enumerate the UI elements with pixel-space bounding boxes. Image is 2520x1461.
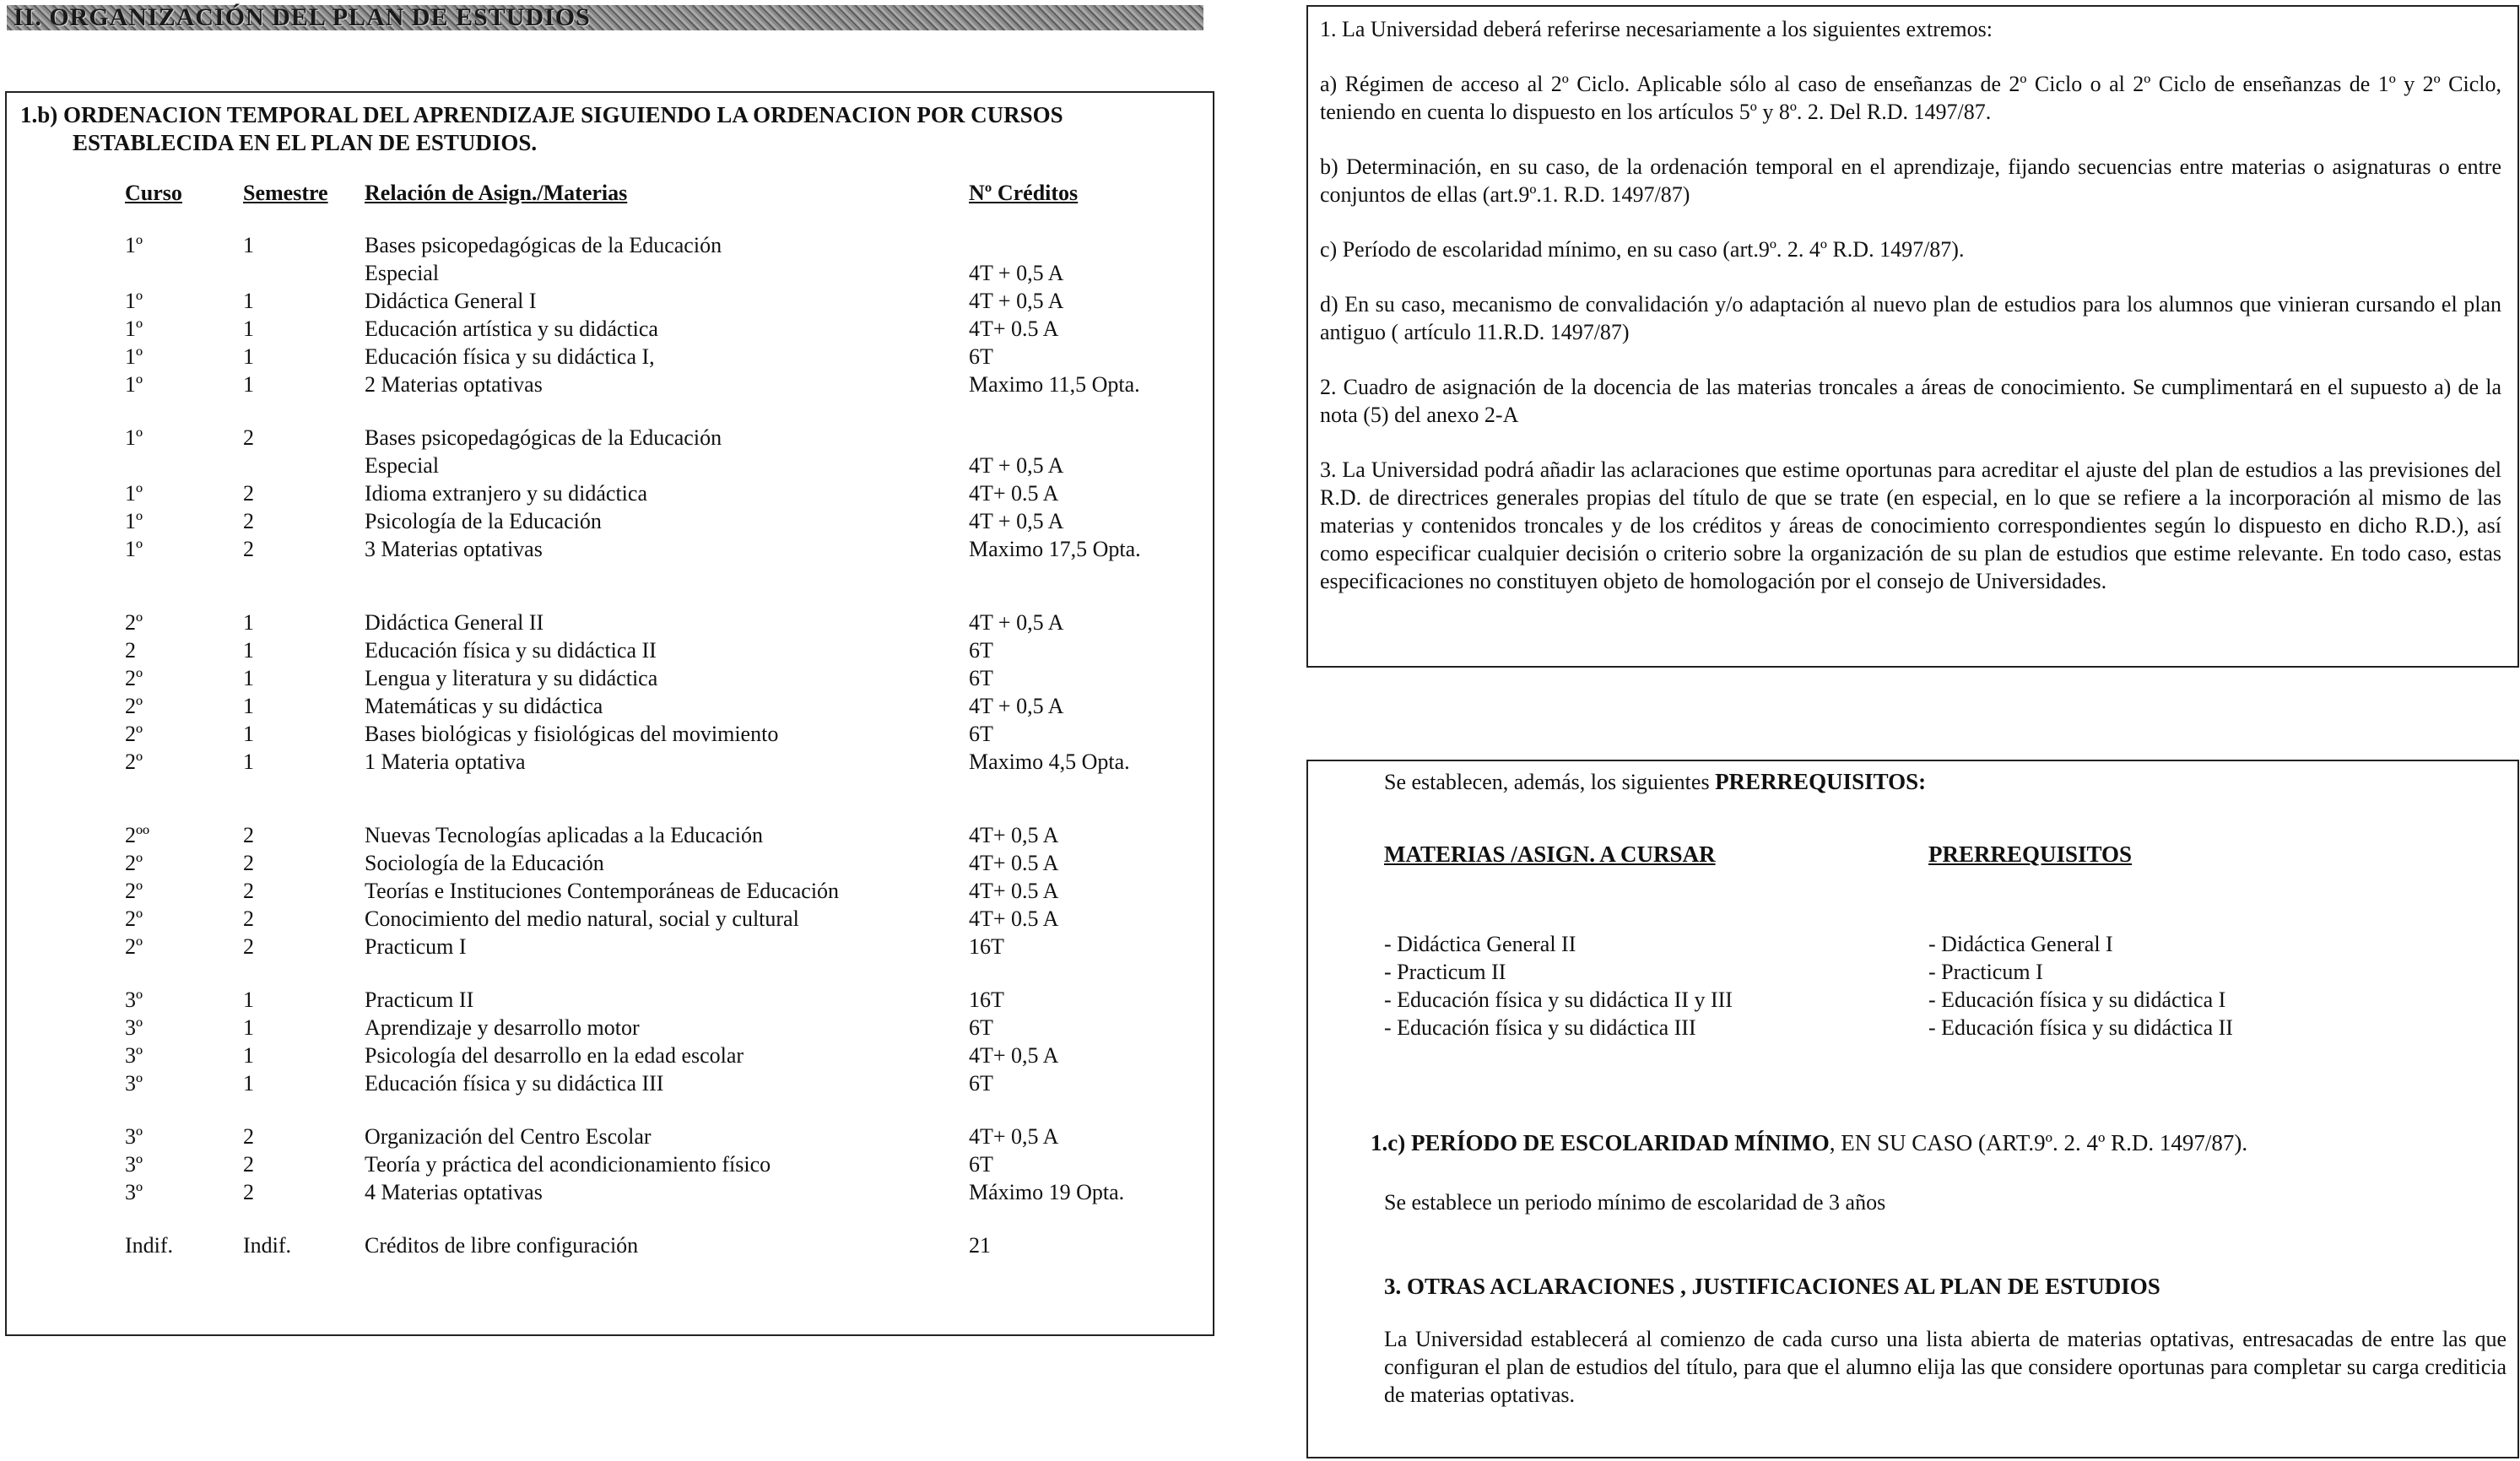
periodo-heading-rest: , EN SU CASO (ART.9º. 2. 4º R.D. 1497/87). [1829,1130,2248,1155]
cell-creditos: 6T [969,1071,993,1096]
cell-curso: 2º [125,934,143,959]
cell-creditos: 16T [969,988,1004,1012]
table-row [125,1123,1171,1150]
requisitos-p7: 3. La Universidad podrá añadir las aclaraciones que estime oportunas para acreditar el ajuste del plan de estudios a las previsiones del R.D. de directrices generales propias del título de que se trate (en especial, en lo que se refiere a la incorporación al mismo de las materias y contenidos troncales y de los créditos y áreas de conocimiento correspondientes según lo dispuesto en dicho R.D.), así como especificar cualquier decisión o criterio sobre la organización de su plan de estudios que estime relevante. En todo caso, estas especificaciones no constituyen objeto de homologación por el consejo de Universidades. [1320,457,2501,593]
table-row [125,849,1171,877]
cell-semestre: 2 [243,906,254,931]
list-item: - Practicum I [1928,960,2043,984]
cell-materia: Practicum I [365,934,467,959]
cell-materia: 4 Materias optativas [365,1180,543,1204]
cell-creditos: 4T + 0,5 A [969,509,1064,533]
cell-materia: Organización del Centro Escolar [365,1124,652,1149]
table-row [125,287,1171,315]
cell-creditos: 16T [969,934,1004,959]
table-row [125,609,1171,636]
cell-creditos: 4T+ 0.5 A [969,906,1059,931]
cell-creditos: 4T + 0,5 A [969,453,1064,478]
cell-materia: Psicología del desarrollo en la edad escolar [365,1043,744,1068]
table-row [125,636,1171,664]
row-spacer [125,398,1171,424]
cell-curso: 3º [125,1015,143,1040]
cell-creditos [969,231,1171,259]
cell-curso: 1º [125,344,143,369]
cell-semestre: 2 [243,1124,254,1149]
cell-curso: 3º [125,1071,143,1096]
materias-list [1384,930,1733,1042]
cell-materia: Idioma extranjero y su didáctica [365,481,647,506]
prerrequisitos-column-heading: PRERREQUISITOS [1928,841,2133,867]
table-row [125,424,1171,452]
cell-semestre: 2 [243,481,254,506]
cell-semestre: 2 [243,425,254,450]
prerrequisitos-intro-text: Se establecen, además, los siguientes [1384,770,1710,794]
cell-materia: 1 Materia optativa [365,749,526,774]
spacer-cell [125,563,1171,609]
table-row [125,343,1171,371]
requisitos-p6: 2. Cuadro de asignación de la docencia de las materias troncales a áreas de conocimiento. Se cumplimentará en el supuesto a) de la nota (5) del anexo 2-A [1320,375,2501,427]
courses-header-row [125,181,1171,231]
table-row [125,748,1171,776]
cell-materia: Bases biológicas y fisiológicas del movimiento [365,722,779,746]
table-row [125,231,1171,259]
cell-materia: Sociología de la Educación [365,851,604,875]
requisitos-p1: 1. La Universidad deberá referirse necesariamente a los siguientes extremos: [1320,17,1993,41]
cell-curso: 1º [125,289,143,313]
cell-curso: Indif. [125,1233,174,1258]
header-semestre: Semestre [243,181,328,205]
cell-semestre: 1 [243,749,254,774]
cell-creditos: 6T [969,638,993,663]
cell-materia: Bases psicopedagógicas de la Educación [365,233,722,257]
table-row [125,1178,1171,1206]
table-row [125,692,1171,720]
header-banner [7,5,1203,30]
cell-semestre: Indif. [243,1233,292,1258]
cell-semestre: 2 [243,537,254,561]
cell-materia: Psicología de la Educación [365,509,602,533]
table-row [125,1150,1171,1178]
cell-curso: 2º [125,610,143,635]
cell-creditos: 4T + 0,5 A [969,289,1064,313]
cell-creditos: 21 [969,1233,991,1258]
table-row [125,905,1171,933]
table-row [125,664,1171,692]
list-item: - Educación física y su didáctica II y III [1384,988,1733,1012]
cell-semestre: 2 [243,879,254,903]
cell-materia: Educación física y su didáctica I, [365,344,655,369]
cell-materia: Educación física y su didáctica II [365,638,657,663]
cell-creditos: 4T+ 0.5 A [969,317,1059,341]
cell-semestre: 1 [243,1015,254,1040]
cell-curso: 1º [125,372,143,397]
cell-semestre: 1 [243,638,254,663]
cell-materia: Didáctica General I [365,289,537,313]
cell-creditos: 6T [969,1015,993,1040]
cell-materia: Aprendizaje y desarrollo motor [365,1015,640,1040]
table-row [125,452,1171,479]
cell-semestre: 1 [243,610,254,635]
periodo-heading [1371,1129,2247,1157]
row-spacer [125,960,1171,986]
cell-curso: 3º [125,1180,143,1204]
requisitos-text [1320,15,2501,622]
cell-curso: 2ºº [125,823,150,847]
cell-creditos: 4T+ 0.5 A [969,481,1059,506]
cell-semestre [243,452,365,479]
otras-aclaraciones-text: La Universidad establecerá al comienzo de cada curso una lista abierta de materias optativas, entresacadas de entre las que configuran el plan de estudios del título, para que el alumno elija las que considere oportunas para completar su carga crediticia de materias optativas. [1384,1327,2506,1407]
list-item: - Didáctica General I [1928,932,2113,956]
cell-materia: 2 Materias optativas [365,372,543,397]
cell-semestre: 1 [243,372,254,397]
list-item: - Didáctica General II [1384,932,1576,956]
cell-semestre: 1 [243,317,254,341]
spacer-cell [125,776,1171,821]
cell-materia: Matemáticas y su didáctica [365,694,603,718]
cell-materia: Nuevas Tecnologías aplicadas a la Educación [365,823,764,847]
periodo-text: Se establece un periodo mínimo de escolaridad de 3 años [1384,1190,1886,1215]
spacer-cell [125,1097,1171,1123]
cell-materia: Conocimiento del medio natural, social y cultural [365,906,799,931]
cell-curso: 3º [125,1152,143,1177]
header-materias: Relación de Asign./Materias [365,181,628,205]
cell-semestre: 2 [243,1152,254,1177]
cell-curso: 3º [125,1043,143,1068]
table-row [125,535,1171,563]
cell-semestre: 1 [243,988,254,1012]
cell-materia: Educación física y su didáctica III [365,1071,664,1096]
table-row [125,1069,1171,1097]
page-title: II. ORGANIZACIÓN DEL PLAN DE ESTUDIOS [14,3,591,31]
cell-curso: 1º [125,481,143,506]
cell-materia: Teoría y práctica del acondicionamiento físico [365,1152,771,1177]
cell-semestre: 1 [243,722,254,746]
ordenacion-title-line1: 1.b) ORDENACION TEMPORAL DEL APRENDIZAJE SIGUIENDO LA ORDENACION POR CURSOS [20,102,1063,127]
cell-materia: Lengua y literatura y su didáctica [365,666,658,690]
table-row [125,821,1171,849]
cell-semestre: 1 [243,233,254,257]
materias-column-heading: MATERIAS /ASIGN. A CURSAR [1384,841,1716,867]
cell-curso: 2º [125,851,143,875]
cell-creditos: 4T+ 0,5 A [969,1124,1059,1149]
cell-semestre: 1 [243,694,254,718]
cell-curso [125,452,243,479]
table-row [125,371,1171,398]
cell-curso: 2º [125,879,143,903]
cell-materia: Especial [365,261,440,285]
ordenacion-title-line2: ESTABLECIDA EN EL PLAN DE ESTUDIOS. [73,130,538,155]
cell-creditos: 4T + 0,5 A [969,610,1064,635]
spacer-cell [125,398,1171,424]
prerrequisitos-intro [1384,768,1926,796]
table-row [125,315,1171,343]
cell-curso: 2º [125,749,143,774]
list-item: - Educación física y su didáctica III [1384,1015,1696,1040]
table-row [125,933,1171,960]
cell-curso [125,259,243,287]
cell-curso: 1º [125,317,143,341]
cell-materia: Especial [365,453,440,478]
cell-materia: Créditos de libre configuración [365,1233,639,1258]
cell-semestre: 1 [243,1043,254,1068]
otras-aclaraciones-heading: 3. OTRAS ACLARACIONES , JUSTIFICACIONES AL PLAN DE ESTUDIOS [1384,1274,2160,1299]
table-row [125,720,1171,748]
table-row [125,507,1171,535]
cell-creditos: 6T [969,666,993,690]
cell-materia: Practicum II [365,988,474,1012]
requisitos-p4: c) Período de escolaridad mínimo, en su caso (art.9º. 2. 4º R.D. 1497/87). [1320,237,1965,262]
table-row [125,479,1171,507]
cell-materia: 3 Materias optativas [365,537,543,561]
prerrequisitos-list [1928,930,2233,1042]
cell-creditos: 4T+ 0.5 A [969,851,1059,875]
cell-semestre: 1 [243,666,254,690]
header-creditos: Nº Créditos [969,181,1079,205]
cell-creditos: 6T [969,722,993,746]
cell-curso: 1º [125,537,143,561]
cell-semestre: 2 [243,509,254,533]
row-spacer [125,1206,1171,1231]
table-row [125,877,1171,905]
table-row [125,259,1171,287]
list-item: - Practicum II [1384,960,1506,984]
requisitos-p3: b) Determinación, en su caso, de la ordenación temporal en el aprendizaje, fijando secuencias entre materias o asignaturas o entre conjuntos de ellas (art.9º.1. R.D. 1497/87) [1320,154,2501,207]
cell-semestre: 1 [243,1071,254,1096]
cell-creditos: 4T+ 0.5 A [969,879,1059,903]
cell-creditos: 6T [969,344,993,369]
cell-curso: 2º [125,722,143,746]
row-spacer [125,1097,1171,1123]
spacer-cell [125,960,1171,986]
table-row [125,986,1171,1014]
cell-semestre: 1 [243,289,254,313]
cell-curso: 2º [125,906,143,931]
list-item: - Educación física y su didáctica II [1928,1015,2233,1040]
ordenacion-box [5,91,1214,1336]
requisitos-box [1306,5,2519,668]
table-row [125,1042,1171,1069]
cell-creditos: 4T+ 0,5 A [969,1043,1059,1068]
cell-creditos: 4T + 0,5 A [969,694,1064,718]
cell-materia: Educación artística y su didáctica [365,317,658,341]
periodo-heading-bold: 1.c) PERÍODO DE ESCOLARIDAD MÍNIMO [1371,1130,1830,1155]
cell-creditos: Maximo 11,5 Opta. [969,372,1140,397]
list-item: - Educación física y su didáctica I [1928,988,2226,1012]
cell-creditos: Máximo 19 Opta. [969,1180,1125,1204]
courses-body [125,231,1171,1259]
spacer-cell [125,1206,1171,1231]
cell-curso: 1º [125,425,143,450]
cell-semestre: 1 [243,344,254,369]
cell-curso: 2º [125,694,143,718]
cell-curso: 3º [125,988,143,1012]
cell-materia: Didáctica General II [365,610,544,635]
courses-table [125,181,1171,1259]
row-spacer [125,563,1171,609]
cell-curso: 2 [125,638,136,663]
requisitos-p5: d) En su caso, mecanismo de convalidación y/o adaptación al nuevo plan de estudios para los alumnos que vinieran cursando el plan antiguo ( artículo 11.R.D. 1497/87) [1320,292,2501,344]
row-spacer [125,776,1171,821]
requisitos-p2: a) Régimen de acceso al 2º Ciclo. Aplicable sólo al caso de enseñanzas de 2º Ciclo o al 2º Ciclo de enseñanzas de 1º y 2º Ciclo, teniendo en cuenta lo dispuesto en los artículos 5º y 8º. 2. Del R.D. 1497/87. [1320,72,2501,124]
cell-curso: 3º [125,1124,143,1149]
cell-creditos: 4T+ 0,5 A [969,823,1059,847]
cell-semestre: 2 [243,823,254,847]
cell-creditos: Maximo 17,5 Opta. [969,537,1141,561]
cell-curso: 2º [125,666,143,690]
prerrequisitos-box [1306,760,2519,1458]
cell-semestre [243,259,365,287]
table-row [125,1014,1171,1042]
cell-materia: Teorías e Instituciones Contemporáneas de Educación [365,879,840,903]
cell-creditos: 6T [969,1152,993,1177]
cell-semestre: 2 [243,934,254,959]
cell-curso: 1º [125,233,143,257]
cell-semestre: 2 [243,851,254,875]
cell-creditos: 4T + 0,5 A [969,261,1064,285]
table-row [125,1231,1171,1259]
cell-materia: Bases psicopedagógicas de la Educación [365,425,722,450]
cell-creditos: Maximo 4,5 Opta. [969,749,1130,774]
prerrequisitos-intro-bold: PRERREQUISITOS: [1715,769,1927,794]
cell-creditos [969,424,1171,452]
cell-curso: 1º [125,509,143,533]
header-curso: Curso [125,181,182,205]
ordenacion-title [20,101,1151,157]
cell-semestre: 2 [243,1180,254,1204]
